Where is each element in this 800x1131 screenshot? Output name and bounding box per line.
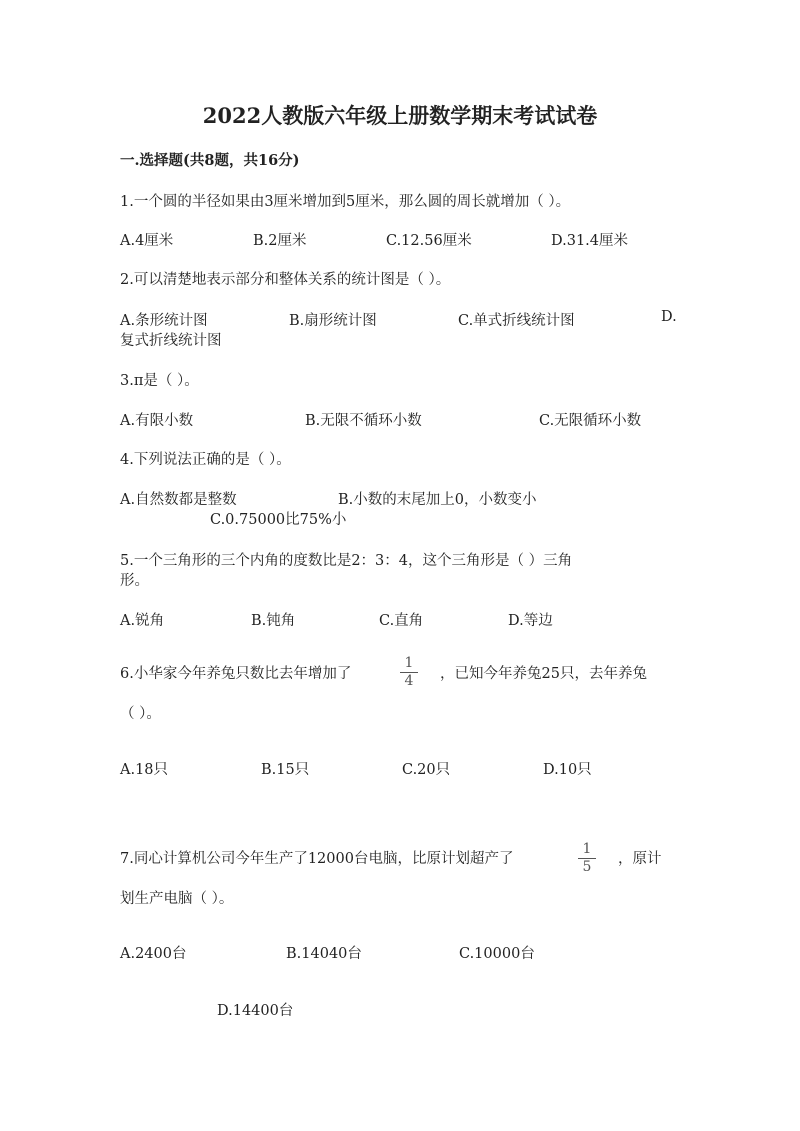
question-7-fraction: [578, 842, 596, 875]
question-5-option-b: B.钝角: [251, 613, 296, 629]
page-title: 2022人教版六年级上册数学期末考试试卷: [202, 103, 598, 128]
question-7-text-end: ，原计: [618, 851, 662, 867]
question-5-option-c: C.直角: [379, 613, 424, 629]
question-3-option-c: C.无限循环小数: [539, 413, 642, 429]
question-6-fraction: [400, 656, 418, 689]
question-5-text: 5.一个三角形的三个内角的度数比是2：3：4，这个三角形是（ ）三角: [120, 553, 573, 569]
question-4-text: 4.下列说法正确的是（ ）。: [120, 452, 291, 468]
question-2-text: 2.可以清楚地表示部分和整体关系的统计图是（ ）。: [120, 272, 451, 288]
question-6-option-a: A.18只: [120, 762, 169, 778]
question-1-option-a: A.4厘米: [120, 233, 174, 249]
question-2-option-d-continued: 复式折线统计图: [120, 333, 222, 349]
question-7-option-b: B.14040台: [286, 946, 362, 962]
question-4-option-c: C.0.75000比75%小: [210, 512, 347, 528]
question-2-option-d: D.: [661, 309, 677, 325]
question-7-text-continued: 划生产电脑（ ）。: [120, 891, 234, 907]
question-1-option-c: C.12.56厘米: [386, 233, 472, 249]
question-2-option-a: A.条形统计图: [120, 313, 208, 329]
question-1-option-d: D.31.4厘米: [551, 233, 629, 249]
question-4-option-b: B.小数的末尾加上0，小数变小: [338, 492, 537, 508]
question-3-option-b: B.无限不循环小数: [305, 413, 422, 429]
question-7-text-start: 7.同心计算机公司今年生产了12000台电脑，比原计划超产了: [120, 851, 514, 867]
question-7-option-c: C.10000台: [459, 946, 535, 962]
question-1-text: 1.一个圆的半径如果由3厘米增加到5厘米，那么圆的周长就增加（ ）。: [120, 194, 571, 210]
question-6-option-d: D.10只: [543, 762, 592, 778]
question-5-option-a: A.锐角: [120, 613, 165, 629]
question-7-option-a: A.2400台: [120, 946, 187, 962]
question-6-option-b: B.15只: [261, 762, 310, 778]
question-2-option-b: B.扇形统计图: [289, 313, 377, 329]
fraction-denominator: 5: [582, 859, 592, 875]
question-4-option-a: A.自然数都是整数: [120, 492, 237, 508]
question-6-option-c: C.20只: [402, 762, 451, 778]
fraction-numerator: 1: [404, 655, 414, 671]
fraction-denominator: 4: [404, 673, 414, 689]
question-5-option-d: D.等边: [508, 613, 553, 629]
question-5-text-continued: 形。: [120, 573, 149, 589]
question-1-option-b: B.2厘米: [253, 233, 307, 249]
question-6-text-start: 6.小华家今年养兔只数比去年增加了: [120, 666, 352, 682]
question-3-text: 3.π是（ ）。: [120, 373, 199, 389]
question-2-option-c: C.单式折线统计图: [458, 313, 575, 329]
question-6-text-continued: （ ）。: [120, 706, 161, 722]
question-3-option-a: A.有限小数: [120, 413, 194, 429]
question-6-text-end: ，已知今年养兔25只，去年养兔: [440, 666, 647, 682]
question-7-option-d: D.14400台: [217, 1003, 294, 1019]
fraction-numerator: 1: [582, 841, 592, 857]
section-heading: 一.选择题(共8题，共16分): [120, 152, 300, 169]
